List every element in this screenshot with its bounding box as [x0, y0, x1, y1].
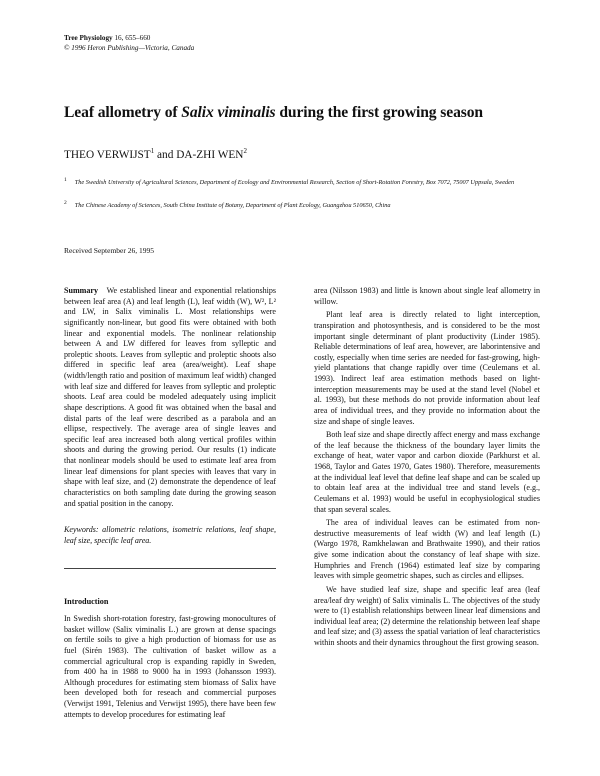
copyright-line: © 1996 Heron Publishing—Victoria, Canada — [64, 43, 195, 52]
author-and: and — [154, 148, 177, 161]
introduction-paragraph-1: In Swedish short-rotation forestry, fast-growing monocultures of basket willow (Salix viminalis L.) are grown at dense spacings on fertile soils to give a high production of biomass for use as fuel (Sirén 1983). The cultivation of basket willow as a commercial agricultural crop is expanding rapidly in Sweden, from 400 ha in 1988 to 9000 ha in 1993 (Johansson 1993). Although procedures for estimating stem biomass of Salix have been developed both for reseach and commercial purposes (Verwijst 1991, Telenius and Verwijst 1995), there have been few attempts to develop procedures for estimating leaf — [64, 614, 276, 719]
right-paragraph-4: We have studied leaf size, shape and specific leaf area (leaf area/leaf dry weight) of Salix viminalis L. The objectives of the study were to (1) establish relationships between linear leaf dimensions and individual leaf area; (2) determine the relationship between leaf shape and leaf size; and (3) assess the spatial variation of leaf characteristics within shoots and their dynamics throughout the first growing season. — [314, 584, 540, 647]
journal-name: Tree Physiology — [64, 34, 113, 42]
received-date: Received September 26, 1995 — [64, 246, 154, 255]
summary-paragraph — [64, 286, 276, 509]
affiliation-2-sup: 2 — [64, 200, 67, 206]
right-column — [314, 286, 540, 649]
author-2-sup: 2 — [243, 147, 247, 155]
right-paragraph-0: area (Nilsson 1983) and little is known about single leaf allometry in willow. — [314, 286, 540, 306]
title-species: Salix viminalis — [181, 104, 276, 121]
right-paragraph-3: The area of individual leaves can be estimated from non-destructive measurements of leaf width (W) and leaf length (L) (Wargo 1978, Ramkhelawan and Brathwaite 1990), and their ratios give some indication about the constancy of leaf shape with size. Humphries and French (1964) estimated leaf size by comparing leaves with simple geometric shapes, such as circles and ellipses. — [314, 518, 540, 581]
right-paragraph-2: Both leaf size and shape directly affect energy and mass exchange of the leaf because the thickness of the boundary layer limits the exchange of heat, water vapor and carbon dioxide (Parkhurst et al. 1968, Taylor and Gates 1970, Gates 1980). Therefore, measurements at the individual leaf level that define leaf shape and can be scaled up to obtain leaf area at the individual tree and stand levels (e.g., Ceulemans et al. 1993) would be useful in ecophysiological studies that span several scales. — [314, 430, 540, 514]
authors-line — [64, 147, 247, 161]
summary-text: We established linear and exponential relationships between leaf area (A) and leaf length (L), leaf width (W), W², L² and LW, in Salix viminalis L. Most relationships were significantly non-linear, but good fits were obtained with both linear and exponential models. The nonlinear relationship between A and LW differed for leaves from sylleptic and proleptic shoots. Leaves from sylleptic and proleptic shoots also differed in specific leaf area (area/weight). Leaf shape (width/length ratio and position of maximum leaf width) changed with leaf size and differed for leaves from sylleptic and proleptic shoots. Leaf area could be modeled adequately using implicit shape descriptions. A good fit was obtained when the basal and distal parts of the leaf were described as a parabola and an ellipse, respectively. The average area of single leaves and specific leaf area increased both along vertical profiles within shoots and during the growing period. Our results (1) indicate that nonlinear models should be used to estimate leaf area from linear leaf dimensions for plant species with leaves that vary in shape with leaf size, and (2) demonstrate the dependence of leaf characteristics on both sampling date during the growing season and spatial position in the canopy. — [64, 286, 277, 508]
affiliation-2 — [64, 199, 544, 211]
abstract-divider — [64, 568, 276, 569]
affiliation-1 — [64, 176, 544, 188]
keywords-label: Keywords: — [64, 525, 99, 535]
journal-citation — [64, 34, 194, 44]
summary-column — [64, 286, 276, 546]
title-part1: Leaf allometry of — [64, 104, 182, 121]
author-1-sup: 1 — [150, 147, 155, 155]
author-1: THEO VERWIJST — [64, 148, 151, 161]
paper-title — [64, 104, 483, 122]
affiliation-2-text: The Chinese Academy of Sciences, South China Institute of Botany, Department of Plant Ecology, Guangzhou 510650, China — [74, 202, 391, 210]
journal-volume-pages: 16, 655–660 — [112, 34, 151, 42]
author-2: DA-ZHI WEN — [176, 148, 244, 161]
right-paragraph-1: Plant leaf area is directly related to light interception, transpiration and photosynthesis, and is considered to be the most important single determinant of plant productivity (Linder 1985). Reliable determinations of leaf area, however, are laborintensive and costly, especially when time series are needed for fast-growing, high-yield plantations that change rapidly over time (Ceulemans et al. 1993). Indirect leaf area estimation methods based on light-interception measurements may be used at the stand level (Nobel et al. 1993), but these methods do not provide information about leaf area of individual trees, and they provide no information about the size and shape of single leaves. — [314, 310, 540, 426]
affiliation-1-text: The Swedish University of Agricultural Sciences, Department of Ecology and Environmental Research, Section of Short-Rotation Forestry, Box 7072, 75007 Uppsala, Sweden — [74, 179, 515, 187]
journal-header — [64, 34, 194, 53]
summary-label: Summary — [64, 286, 98, 295]
affiliation-1-sup: 1 — [64, 177, 67, 183]
title-part2: during the first growing season — [275, 104, 484, 121]
keywords-paragraph — [64, 525, 276, 546]
keywords-text: allometric relations, isometric relations, leaf shape, leaf size, specific leaf area. — [64, 525, 276, 545]
introduction-heading: Introduction — [64, 597, 109, 606]
introduction-body — [64, 614, 276, 720]
